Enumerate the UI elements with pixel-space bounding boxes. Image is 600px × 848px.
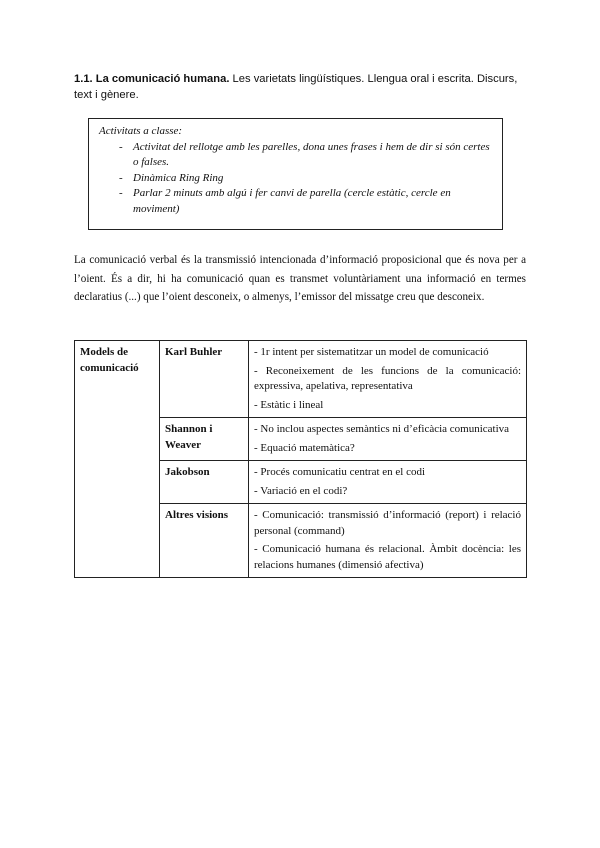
model-description [249, 418, 527, 461]
description-line: - Equació matemàtica? [254, 441, 355, 454]
table-row [75, 341, 527, 418]
section-heading [74, 71, 526, 103]
activities-title: Activitats a classe: [99, 125, 183, 137]
activity-item: - Dinàmica Ring Ring [99, 171, 492, 187]
section-title: 1.1. La comunicació humana. [74, 73, 230, 85]
model-description [249, 341, 527, 418]
models-group-label: Models de comunicació [75, 341, 160, 578]
description-line: - Estàtic i lineal [254, 398, 324, 411]
model-description [249, 461, 527, 504]
model-name: Altres visions [160, 504, 249, 578]
activity-item: - Parlar 2 minuts amb algú i fer canvi de parella (cercle estàtic, cercle en moviment) [99, 186, 492, 217]
description-line: - 1r intent per sistematitzar un model de comunicació [254, 346, 489, 358]
model-name: Shannon i Weaver [160, 418, 249, 461]
activities-box [88, 118, 503, 230]
activity-item: - Activitat del rellotge amb les parelles, dona unes frases i hem de dir si són certes o falses. [99, 140, 492, 171]
description-line: - Comunicació humana és relacional. Àmbit docència: les relacions humanes (dimensió afectiva) [254, 543, 521, 571]
model-name: Jakobson [160, 461, 249, 504]
model-name: Karl Buhler [160, 341, 249, 418]
description-line: - No inclou aspectes semàntics ni d’eficàcia comunicativa [254, 423, 510, 435]
activities-list [99, 140, 492, 218]
section-subtitle: Les varietats lingüístiques. Llengua oral i escrita. Discurs, text i gènere. [74, 73, 518, 101]
models-table [74, 340, 527, 578]
description-line: - Variació en el codi? [254, 484, 348, 497]
description-line: - Procés comunicatiu centrat en el codi [254, 466, 426, 478]
description-line: - Comunicació: transmissió d’informació (report) i relació personal (command) [254, 509, 521, 537]
model-description [249, 504, 527, 578]
description-line: - Reconeixement de les funcions de la comunicació: expressiva, apelativa, representativa [254, 364, 521, 392]
intro-paragraph: La comunicació verbal és la transmissió intencionada d’informació proposicional que és nova per a l’oient. És a dir, hi ha comunicació quan es transmet voluntàriament una informació en termes declaratius (...) que l’oient desconeix, o almenys, l’emissor del missatge creu que desconeix. [74, 254, 526, 303]
